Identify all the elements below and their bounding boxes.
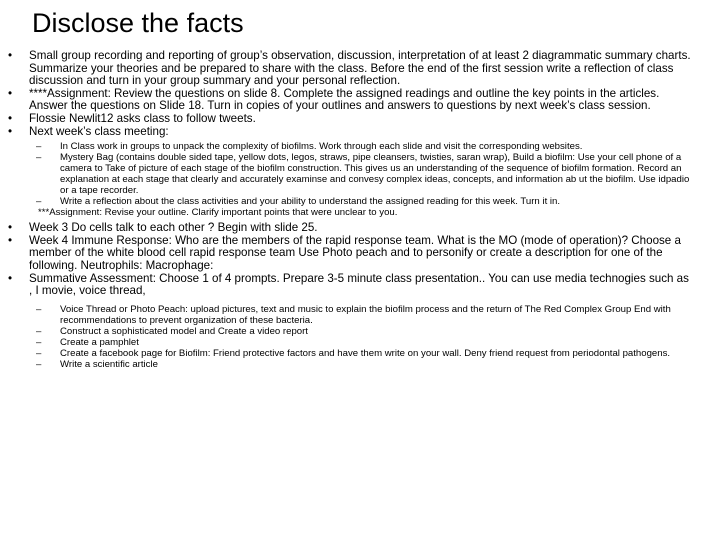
bullet-marker: • <box>7 111 13 125</box>
dash-marker: – <box>36 358 42 370</box>
assignment-note: ***Assignment: Revise your outline. Clarify important points that were unclear to you. <box>38 207 398 219</box>
sub-item-text: Write a scientific article <box>60 358 158 370</box>
dash-marker: – <box>36 303 42 315</box>
bullet-marker: • <box>7 124 13 138</box>
sub-item-text: Write a reflection about the class activities and your ability to understand the assigned reading for this week. Turn it in. <box>60 196 561 208</box>
sub-item-text: Create a pamphlet <box>60 336 139 348</box>
dash-marker: – <box>36 196 42 208</box>
bullet-text: ****Assignment: Review the questions on slide 8. Complete the assigned readings and outline the key points in the articles. Answer the questions on Slide 18. Turn in copies of your outlines and answers to questions by next week’s class session. <box>29 86 660 113</box>
bullet-text: Flossie Newlit12 asks class to follow tweets. <box>29 111 256 125</box>
sub-list-next-week <box>6 141 692 207</box>
bullet-item-next-week <box>6 126 692 139</box>
slide-body <box>6 50 692 370</box>
bullet-marker: • <box>7 233 13 247</box>
bullet-item-week-4 <box>6 235 692 273</box>
bullet-list-weeks <box>6 222 692 298</box>
bullet-item-assignment <box>6 88 692 113</box>
bullet-list-main <box>6 50 692 138</box>
bullet-marker: • <box>7 271 13 285</box>
bullet-text: Week 3 Do cells talk to each other ? Begin with slide 25. <box>29 221 318 235</box>
bullet-text: Next week’s class meeting: <box>29 124 169 138</box>
bullet-text: Small group recording and reporting of group’s observation, discussion, interpretation of at least 2 diagrammatic summary charts. Summarize your theories and be prepared to share with the class. Before the end of the first session write a reflection of class discussion and turn in your group summary and your personal reflection. <box>29 49 691 88</box>
sub-item-model <box>6 326 692 337</box>
sub-item-pamphlet <box>6 337 692 348</box>
bullet-item-group-recording <box>6 50 692 88</box>
sub-list-prompts <box>6 304 692 370</box>
sub-item-text: Create a facebook page for Biofilm: Friend protective factors and have them write on your wall. Deny friend request from periodontal pathogens. <box>60 347 671 359</box>
sub-item-text: Mystery Bag (contains double sided tape, yellow dots, legos, straws, pipe cleansers, twisties, saran wrap), Build a biofilm: Use your cell phone of a camera to Take of picture of each stage of the biofilm construction. This gives us an understanding of the sequence of biofilm formation. Record an explanation at each stage that clearly and accurately examinse and convesy complex ideas, concepts, and information ab ut the biofilm. Use idpadio or a tape recorder. <box>60 152 690 197</box>
sub-item-text: Construct a sophisticated model and Create a video report <box>60 325 308 337</box>
sub-item-article <box>6 359 692 370</box>
bullet-text: Week 4 Immune Response: Who are the members of the rapid response team. What is the MO (mode of operation)? Choose a member of the white blood cell rapid response team Use Photo peach and to personify or create a description for one of the following. Neutrophils: Macrophage: <box>29 233 681 272</box>
sub-item-reflection <box>6 196 692 207</box>
sub-item-text: Voice Thread or Photo Peach: upload pictures, text and music to explain the biofilm process and the return of The Red Complex Group End with recommendations to prevent organization of these bacteria. <box>60 303 671 326</box>
bullet-marker: • <box>7 49 13 62</box>
sub-item-mystery-bag <box>6 152 692 196</box>
dash-marker: – <box>36 141 42 153</box>
bullet-marker: • <box>7 86 13 100</box>
bullet-marker: • <box>7 221 13 235</box>
bullet-item-summative <box>6 273 692 298</box>
sub-item-text: In Class work in groups to unpack the complexity of biofilms. Work through each slide and visit the corresponding websites. <box>60 141 583 153</box>
dash-marker: – <box>36 325 42 337</box>
sub-item-in-class <box>6 141 692 152</box>
sub-item-facebook <box>6 348 692 359</box>
slide-title: Disclose the facts <box>32 8 244 38</box>
dash-marker: – <box>36 336 42 348</box>
sub-item-voice-thread <box>6 304 692 326</box>
bullet-text: Summative Assessment: Choose 1 of 4 prompts. Prepare 3-5 minute class presentation.. You can use media technogies such as , I movie, voice thread, <box>29 271 689 298</box>
dash-marker: – <box>36 347 42 359</box>
dash-marker: – <box>36 152 42 164</box>
